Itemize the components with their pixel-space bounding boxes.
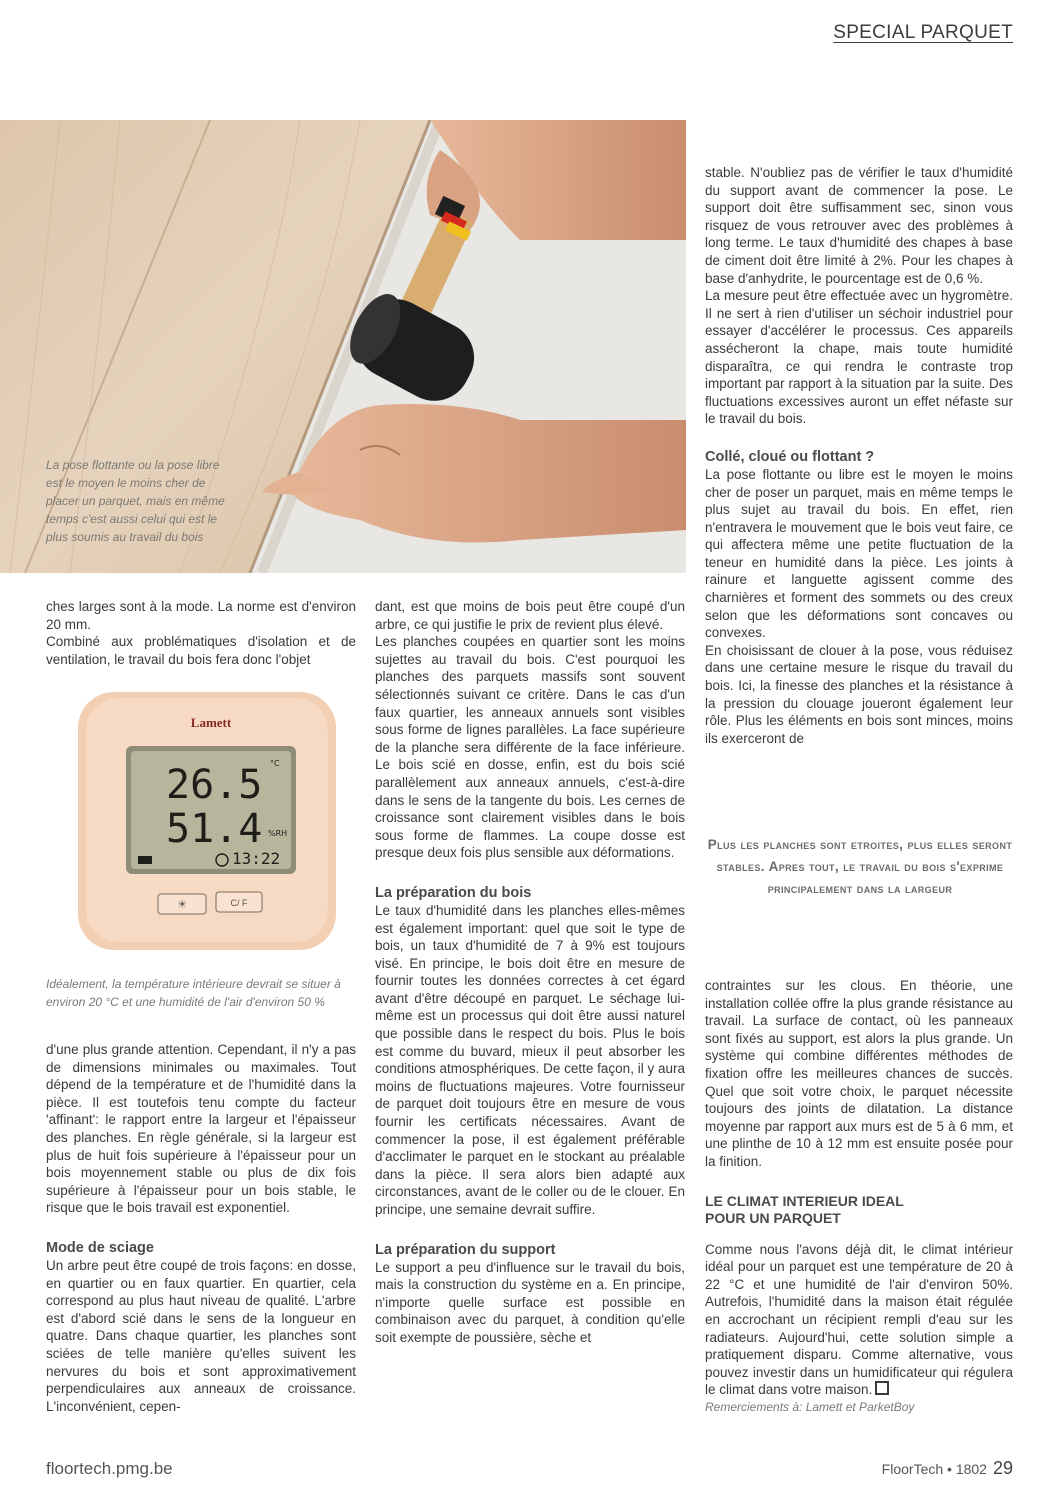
unit-toggle-label: C/ F	[230, 898, 248, 908]
temperature-readout: 26.5	[166, 762, 263, 808]
heading-climat-interieur: LE CLIMAT INTERIEUR IDEAL POUR UN PARQUET	[705, 1192, 904, 1226]
paragraph: ches larges sont à la mode. La norme est d'environ 20 mm.	[46, 599, 356, 632]
clock-readout: 13:22	[232, 849, 281, 868]
heading-preparation-support: La préparation du support	[375, 1241, 556, 1258]
paragraph: La mesure peut être effectuée avec un hygromètre. Il ne sert à rien d'utiliser un séchoir industriel pour essayer d'accélérer le processus. Ces appareils assécheront la chape, mais toute humidité disparaîtra, ce qui rendra le contraste trop important par rapport à la situation par la suite. Des fluctuations excessives auront un effet néfaste sur le travail du bois.	[705, 288, 1013, 427]
paragraph-climat	[705, 1241, 1013, 1399]
paragraph: Le support a peu d'influence sur le travail du bois, mais la construction du système en a. En principe, n'importe quelle surface est possible en combinaison avec du parquet, à condition qu'elle soit exempte de poussière, sèche et	[375, 1259, 685, 1345]
paragraph: En choisissant de clouer à la pose, vous réduisez dans une certaine mesure le risque du travail du bois. Ici, la finesse des planches et la résistance à la pression du clouage joueront également leur rôle. Plus les éléments en bois sont minces, moins ils exerceront de	[705, 642, 1013, 746]
paragraph-climat-text: Comme nous l'avons déjà dit, le climat intérieur idéal pour un parquet est une température de 20 à 22 °C et une humidité de l'air d'environ 50%. Autrefois, l'humidité dans la maison était régulée en accrochant un récipient rempli d'eau sur les radiateurs. Aujourd'hui, cette solution simple a pratiquement disparu. Comme alternative, vous pouvez investir dans un humidificateur qui régulera le climat dans votre maison.	[705, 1241, 1013, 1398]
column-1-bottom	[46, 1041, 356, 1415]
page-number: 29	[992, 1458, 1013, 1478]
paragraph: La pose flottante ou libre est le moyen le moins cher de poser un parquet, mais en même temps le plus sujet au travail du bois. En effet, rien n'entravera le mouvement que le bois veut faire, ce qui affectera même une petite fluctuation de la teneur en humidité dans la pièce. Les joints à rainure et languette agissent comme des charnières et forment des sommets ou des creux selon que les déformations sont concaves ou convexes.	[705, 466, 1013, 641]
pull-quote: Plus les planches sont etroites, plus elles seront stables. Apres tout, le travail du bois s'exprime principalement dans la largeur	[707, 837, 1013, 896]
humidity-readout: 51.4	[166, 806, 263, 852]
website-link[interactable]: floortech.pmg.be	[46, 1459, 173, 1478]
photo-caption: La pose flottante ou la pose libre est le moyen le moins cher de placer un parquet, mais en même temps c'est aussi celui qui est le plus soumis au travail du bois	[46, 458, 225, 544]
paragraph: Combiné aux problématiques d'isolation et de ventilation, le travail du bois fera donc l'objet	[46, 634, 356, 667]
column-3-bottom	[705, 977, 1013, 1416]
heading-colle-cloue-flottant: Collé, cloué ou flottant ?	[705, 448, 875, 465]
column-3-top	[705, 164, 1013, 747]
section-title: SPECIAL PARQUET	[833, 22, 1013, 43]
paragraph: Les planches coupées en quartier sont les moins sujettes au travail du bois. C'est pourquoi les planches des parquets massifs sont souvent sélectionnés suivant ce critère. Dans le cas d'un faux quartier, les anneaux annuels sont visibles sous forme de lignes parallèles. La face supérieure de la planche sera différente de la face inférieure. Le bois scié en dosse, enfin, est du bois scié parallèlement aux anneaux annuels, c'est-à-dire dans le sens de la tangente du bois. Les cernes de croissance sont clairement visibles dans le bois sous forme de flammes. La coupe dosse est presque deux fois plus sensible aux déformations.	[375, 634, 685, 861]
hygrometer-caption: Idéalement, la température intérieure devrait se situer à environ 20 °C et une humidité de l'air d'environ 50 %	[46, 977, 341, 1009]
column-2	[375, 598, 685, 1347]
footer-issue	[882, 1458, 1013, 1479]
battery-icon	[138, 856, 152, 864]
sun-icon: ☀	[177, 898, 187, 911]
humidity-unit: %RH	[268, 829, 288, 838]
column-1-top	[46, 598, 356, 668]
hygrometer-illustration	[46, 680, 356, 965]
paragraph: dant, est que moins de bois peut être coupé d'un arbre, ce qui justifie le prix de revient plus élevé.	[375, 599, 685, 632]
paragraph: stable. N'oubliez pas de vérifier le taux d'humidité du support avant de commencer la pose. Le support doit être suffisamment sec, sinon vous risquez de vous retrouver avec des problèmes à long terme. Le taux d'humidité des chapes à base de ciment doit être limité à 2%. Pour les chapes à base d'anhydrite, le pourcentage est de 0,6 %.	[705, 165, 1013, 286]
brand-logo: Lamett	[190, 715, 232, 730]
heading-mode-de-sciage: Mode de sciage	[46, 1239, 154, 1256]
acknowledgements: Remerciements à: Lamett et ParketBoy	[705, 1399, 915, 1414]
hygrometer-photo	[46, 680, 356, 965]
temperature-unit: °C	[270, 759, 280, 768]
magazine-issue: FloorTech • 1802	[881, 1461, 987, 1477]
paragraph: Un arbre peut être coupé de trois façons: en dosse, en quartier ou en faux quartier. En quartier, cela correspond au plus haut niveau de qualité. L'arbre est d'abord scié dans le sens de la longueur en quatre. Dans chaque quartier, les planches sont sciées de telle manière qu'elles suivent les nervures du bois et sont approximativement perpendiculaires aux anneaux de croissance. L'inconvénient, cepen-	[46, 1257, 356, 1414]
heading-preparation-bois: La préparation du bois	[375, 884, 532, 901]
paragraph: Le taux d'humidité dans les planches elles-mêmes est également important: quel que soit le type de bois, un taux d'humidité de 7 à 9% est toujours visé. En principe, le bois doit être en mesure de fournir toutes les données correctes à cet égard avant d'être découpé en parquet. Le séchage lui-même est un processus qui doit être aussi naturel que possible dans le respect du bois. Plus le bois est comme du buvard, mieux il peut absorber les conditions atmosphériques. De cette façon, il y aura moins de fluctuations majeures. Votre fournisseur de parquet doit toujours être en mesure de vous fournir les certificats nécessaires. Avant de commencer la pose, il est également préférable d'acclimater le parquet en le stockant au préalable dans la pièce. Il sera alors bien adapté aux circonstances, avant de le coller ou de le clouer. En principe, une semaine devrait suffire.	[375, 902, 685, 1217]
paragraph: d'une plus grande attention. Cependant, il n'y a pas de dimensions minimales ou maximales. Tout dépend de la température et de l'humidité dans la pièce. Il est toutefois tenu compte du facteur 'affinant': le rapport entre la largeur et l'épaisseur des planches. En règle générale, si la largeur est plus de huit fois supérieure à l'épaisseur pour un bois moyennement stable ou plus de dix fois supérieure à l'épaisseur pour un bois stable, le risque que le bois travail est exponentiel.	[46, 1042, 356, 1216]
paragraph: contraintes sur les clous. En théorie, une installation collée offre la plus grande résistance au travail. La surface de contact, où les panneaux sont fixés au support, est alors la plus grande. Un système qui combine différentes méthodes de fixation offre les meilleures chances de succès. Quel que soit votre choix, le parquet nécessite toujours des joints de dilatation. La distance moyenne par rapport aux murs est de 5 à 6 mm, et une plinthe de 10 à 12 mm est ensuite posée pour la finition.	[705, 978, 1013, 1169]
end-of-article-icon	[875, 1381, 889, 1395]
